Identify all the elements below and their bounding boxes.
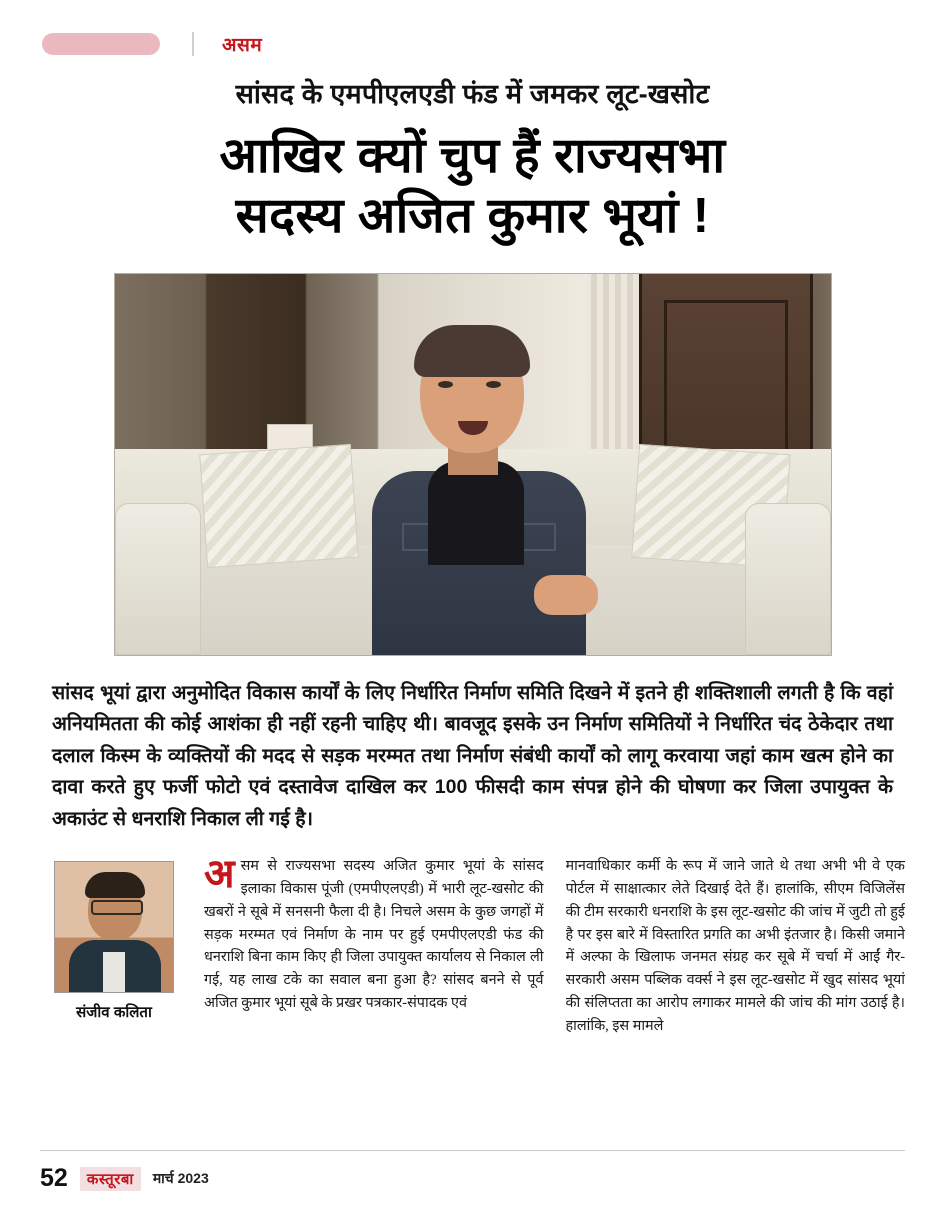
- body-column-2-text: मानवाधिकार कर्मी के रूप में जाने जाते थे तथा अभी भी वे एक पोर्टल में साक्षात्कार लेते दिखाई देते हैं। हालांकि, सीएम विजिलेंस की टीम सरकारी धनराशि के इस लूट-खसोट की जांच में जुटी तो हुई है पर इस बारे में विस्तारित प्रगति का अभी इंतजार है। किसी जमाने में अल्फा के खिलाफ जनमत संग्रह कर सूबे में चर्चा में आईं गैर-सरकारी असम पब्लिक वर्क्स ने इस लूट-खसोट में खुद सांसद भूयां की संलिप्तता का आरोप लगाकर मामले की जांच की मांग उठाई है। हालांकि, इस मामले: [565, 858, 905, 1034]
- author-photo: [54, 861, 174, 993]
- page-header: [40, 0, 905, 60]
- headline-line-1: आखिर क्यों चुप हैं राज्यसभा: [219, 129, 726, 183]
- photo-subject-inner-shirt: [428, 461, 524, 565]
- author-photo-hair: [85, 872, 145, 898]
- text-columns: [204, 855, 905, 1037]
- author-photo-glasses: [91, 900, 143, 915]
- body-column-1-text: सम से राज्यसभा सदस्य अजित कुमार भूयां के सांसद इलाका विकास पूंजी (एमपीएलएडी) में भारी लूट-खसोट की खबरों ने सूबे में सनसनी फैला दी है। निचले असम के कुछ जगहों में सड़क मरम्मत एवं निर्माण के नाम पर हुई एमपीएलएडी फंड की धनराशि बिना काम किए ही जिला उपायुक्त कार्यालय से निकाल ली गई, यह लाख टके का सवाल बना हुआ है? सांसद बनने से पूर्व अजित कुमार भूयां सूबे के प्रखर पत्रकार-संपादक एवं: [204, 858, 544, 1011]
- section-label: असम: [222, 35, 263, 56]
- headline-line-2: सदस्य अजित कुमार भूयां !: [235, 188, 710, 243]
- header-color-swatch: [42, 33, 160, 55]
- author-block: [40, 855, 188, 1022]
- body-column-1: [204, 855, 544, 1037]
- article-photo: [114, 273, 832, 656]
- photo-subject-eye-left: [438, 381, 453, 388]
- photo-sofa-arm-left: [115, 503, 201, 655]
- article-body: [40, 855, 905, 1037]
- article-standfirst: सांसद भूयां द्वारा अनुमोदित विकास कार्यों के लिए निर्धारित निर्माण समिति दिखने में इतने ही शक्तिशाली लगती है कि वहां अनियमितता की कोई आशंका ही नहीं रहनी चाहिए थी। बावजूद इसके उन निर्माण समितियों ने निर्धारित चंद ठेकेदार तथा दलाल किस्म के व्यक्तियों की मदद से सड़क मरम्मत तथा निर्माण संबंधी कार्यों को लागू करवाया जहां काम खत्म होने का दावा करते हुए फर्जी फोटो एवं दस्तावेज दाखिल कर 100 फीसदी काम संपन्न होने की घोषणा कर जिला उपायुक्त के अकाउंट से धनराशि निकाल ली गई है।: [52, 681, 893, 830]
- footer-divider: [40, 1150, 905, 1151]
- page-footer: [40, 1164, 209, 1193]
- article-kicker: सांसद के एमपीएलएडी फंड में जमकर लूट-खसोट: [235, 79, 710, 109]
- photo-sofa-arm-right: [745, 503, 831, 655]
- page-number: 52: [40, 1164, 68, 1192]
- photo-subject-person: [358, 325, 608, 655]
- drop-cap: अ: [204, 855, 235, 897]
- article-headline: [40, 127, 905, 247]
- author-photo-shirt: [103, 952, 125, 992]
- author-name: संजीव कलिता: [76, 1004, 152, 1022]
- header-divider: [192, 32, 194, 56]
- photo-subject-hand: [534, 575, 598, 615]
- issue-date: मार्च 2023: [152, 1170, 209, 1186]
- photo-cushion-left: [199, 443, 359, 567]
- body-column-2: [566, 855, 906, 1037]
- masthead-logo: कस्तूरबा: [80, 1167, 141, 1191]
- photo-subject-eye-right: [486, 381, 501, 388]
- photo-subject-hair: [414, 325, 530, 377]
